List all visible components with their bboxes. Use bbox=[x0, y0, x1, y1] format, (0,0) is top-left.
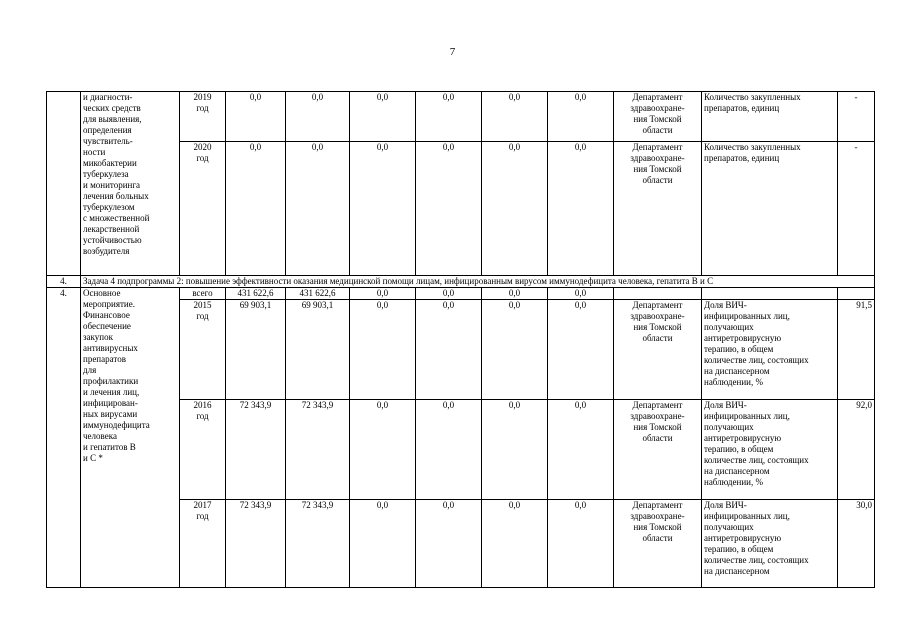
year-cell: 2015 год bbox=[180, 300, 226, 400]
value-cell: 0,0 bbox=[416, 142, 482, 276]
value-cell: 0,0 bbox=[350, 92, 416, 142]
row-number-cell: 4. bbox=[47, 288, 81, 588]
value-cell: 0,0 bbox=[482, 92, 548, 142]
indicator-cell: Доля ВИЧ- инфицированных лиц, получающих антиретровирусную терапию, в общем количестве лиц, состоящих на диспансерном bbox=[702, 500, 838, 588]
indicator-value-cell: 30,0 bbox=[838, 500, 875, 588]
program-table bbox=[46, 91, 875, 588]
measure-name-cell: Основное мероприятие. Финансовое обеспечение закупок антивирусных препаратов для профилактики и лечения лиц, инфицирован- ных вирусами иммунодефицита человека и гепатитов В и С * bbox=[81, 288, 180, 588]
indicator-value-cell bbox=[838, 288, 875, 300]
value-cell: 0,0 bbox=[350, 300, 416, 400]
indicator-cell: Количество закупленных препаратов, единиц bbox=[702, 142, 838, 276]
year-cell: всего bbox=[180, 288, 226, 300]
value-cell: 0,0 bbox=[482, 400, 548, 500]
value-cell: 0,0 bbox=[226, 92, 286, 142]
value-cell: 0,0 bbox=[548, 92, 614, 142]
value-cell: 0,0 bbox=[350, 500, 416, 588]
executor-cell: Департамент здравоохране- ния Томской области bbox=[614, 300, 702, 400]
value-cell: 0,0 bbox=[226, 142, 286, 276]
year-cell: 2020 год bbox=[180, 142, 226, 276]
table-row bbox=[47, 92, 875, 142]
value-cell: 69 903,1 bbox=[226, 300, 286, 400]
measure-name-cell: и диагности- ческих средств для выявления, определения чувствитель- ности микобактерии туберкулеза и мониторинга лечения больных туберкулезом с множественной лекарственной устойчивостью возбудителя bbox=[81, 92, 180, 276]
value-cell: 0,0 bbox=[482, 300, 548, 400]
executor-cell: Департамент здравоохране- ния Томской области bbox=[614, 142, 702, 276]
task-row bbox=[47, 276, 875, 288]
year-cell: 2016 год bbox=[180, 400, 226, 500]
executor-cell: Департамент здравоохране- ния Томской области bbox=[614, 400, 702, 500]
year-cell: 2019 год bbox=[180, 92, 226, 142]
value-cell: 0,0 bbox=[350, 142, 416, 276]
value-cell: 0,0 bbox=[416, 92, 482, 142]
value-cell: 0,0 bbox=[548, 400, 614, 500]
executor-cell: Департамент здравоохране- ния Томской области bbox=[614, 500, 702, 588]
value-cell: 0,0 bbox=[416, 400, 482, 500]
value-cell: 0,0 bbox=[482, 500, 548, 588]
value-cell: 0,0 bbox=[548, 288, 614, 300]
value-cell: 72 343,9 bbox=[286, 500, 350, 588]
value-cell: 0,0 bbox=[548, 500, 614, 588]
value-cell: 431 622,6 bbox=[286, 288, 350, 300]
value-cell: 0,0 bbox=[416, 500, 482, 588]
task-title-cell: Задача 4 подпрограммы 2: повышение эффективности оказания медицинской помощи лицам, инфицированным вирусом иммунодефицита человека, гепатита В и С bbox=[81, 276, 875, 288]
indicator-cell: Доля ВИЧ- инфицированных лиц, получающих антиретровирусную терапию, в общем количестве лиц, состоящих на диспансерном наблюдении, % bbox=[702, 400, 838, 500]
task-number-cell: 4. bbox=[47, 276, 81, 288]
value-cell: 69 903,1 bbox=[286, 300, 350, 400]
value-cell: 72 343,9 bbox=[286, 400, 350, 500]
value-cell: 72 343,9 bbox=[226, 500, 286, 588]
table-row bbox=[47, 288, 875, 300]
value-cell: 0,0 bbox=[548, 142, 614, 276]
executor-cell: Департамент здравоохране- ния Томской области bbox=[614, 92, 702, 142]
indicator-value-cell: 91,5 bbox=[838, 300, 875, 400]
indicator-value-cell: - bbox=[838, 92, 875, 142]
value-cell: 0,0 bbox=[548, 300, 614, 400]
value-cell: 0,0 bbox=[416, 288, 482, 300]
value-cell: 0,0 bbox=[350, 288, 416, 300]
value-cell: 0,0 bbox=[482, 288, 548, 300]
indicator-cell: Доля ВИЧ- инфицированных лиц, получающих антиретровирусную терапию, в общем количестве лиц, состоящих на диспансерном наблюдении, % bbox=[702, 300, 838, 400]
value-cell: 0,0 bbox=[350, 400, 416, 500]
page-number: 7 bbox=[449, 46, 456, 58]
row-number-cell bbox=[47, 92, 81, 276]
value-cell: 431 622,6 bbox=[226, 288, 286, 300]
executor-cell bbox=[614, 288, 702, 300]
year-cell: 2017 год bbox=[180, 500, 226, 588]
indicator-value-cell: 92,0 bbox=[838, 400, 875, 500]
value-cell: 0,0 bbox=[286, 92, 350, 142]
value-cell: 0,0 bbox=[286, 142, 350, 276]
indicator-value-cell: - bbox=[838, 142, 875, 276]
value-cell: 72 343,9 bbox=[226, 400, 286, 500]
value-cell: 0,0 bbox=[482, 142, 548, 276]
indicator-cell bbox=[702, 288, 838, 300]
value-cell: 0,0 bbox=[416, 300, 482, 400]
indicator-cell: Количество закупленных препаратов, единиц bbox=[702, 92, 838, 142]
